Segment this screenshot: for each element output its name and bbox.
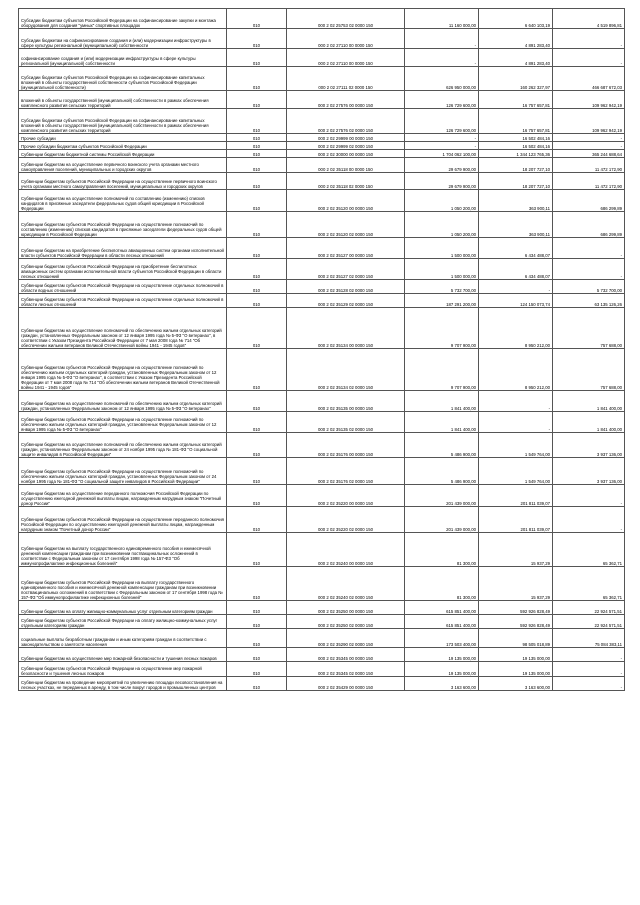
row-remaining-cell: - [553, 648, 625, 662]
row-code-cell: 010 [227, 280, 287, 294]
row-code-cell: 010 [227, 67, 287, 91]
table-row [19, 615, 625, 629]
row-kbk-cell: 000 2 02 35118 02 0000 150 [287, 173, 405, 190]
row-remaining-cell: - [553, 49, 625, 67]
row-kbk-cell: 000 2 02 35127 00 0000 150 [287, 238, 405, 259]
row-kbk-cell: 000 2 02 35176 00 0000 150 [287, 433, 405, 458]
table-row [19, 190, 625, 212]
row-code-cell: 010 [227, 391, 287, 412]
table-row [19, 567, 625, 601]
table-row [19, 109, 625, 134]
row-kbk-cell: 000 2 02 35127 02 0000 150 [287, 259, 405, 280]
row-code-cell: 010 [227, 238, 287, 259]
row-code-cell: 010 [227, 662, 287, 677]
row-code-cell: 010 [227, 433, 287, 458]
table-row [19, 280, 625, 294]
row-assigned-cell: 1 050 200,00 [405, 212, 479, 238]
row-remaining-cell: 65 362,71 [553, 567, 625, 601]
row-executed-cell: 363 900,11 [479, 212, 553, 238]
table-row [19, 142, 625, 150]
row-name-cell: Прочие субсидии [19, 134, 227, 142]
row-assigned-cell: 187 291 200,00 [405, 294, 479, 308]
row-executed-cell: 18 207 727,10 [479, 158, 553, 173]
row-executed-cell: 592 926 828,49 [479, 601, 553, 615]
row-assigned-cell: - [405, 142, 479, 150]
row-code-cell: 010 [227, 567, 287, 601]
row-code-cell: 010 [227, 485, 287, 507]
table-row [19, 49, 625, 67]
row-assigned-cell: 81 300,00 [405, 533, 479, 567]
row-executed-cell: 1 344 123 765,36 [479, 150, 553, 158]
row-name-cell: Субвенции бюджетам на приобретение беспилотных авиационных систем органами исполнительной власти субъектов Российской Федерации в области лесных отношений [19, 238, 227, 259]
table-row [19, 238, 625, 259]
row-kbk-cell: 000 2 02 35250 00 0000 150 [287, 601, 405, 615]
row-code-cell: 010 [227, 615, 287, 629]
row-kbk-cell: 000 2 02 35120 02 0000 150 [287, 212, 405, 238]
row-code-cell: 010 [227, 533, 287, 567]
row-kbk-cell: 000 2 02 35118 00 0000 150 [287, 158, 405, 173]
row-kbk-cell: 000 2 02 29999 02 0000 150 [287, 142, 405, 150]
row-kbk-cell: 000 2 02 35220 00 0000 150 [287, 485, 405, 507]
table-row [19, 433, 625, 458]
row-kbk-cell: 000 2 02 35290 02 0000 150 [287, 629, 405, 648]
budget-report-page [18, 8, 624, 691]
row-name-cell: Субвенции бюджетам на осуществление переданного полномочия Российской Федерации по осуществлению ежегодной денежной выплаты лицам, награжденным нагрудным знаком "Почетный донор России" [19, 485, 227, 507]
row-kbk-cell: 000 2 02 27576 02 0000 150 [287, 109, 405, 134]
table-row [19, 29, 625, 49]
row-kbk-cell: 000 2 02 27110 00 0000 150 [287, 49, 405, 67]
row-name-cell: Субсидии бюджетам субъектов Российской Федерации на софинансирование капитальных вложений в объекты государственной (муниципальной) собственности в рамках обеспечения комплексного развития сельских территорий [19, 109, 227, 134]
row-executed-cell: - [479, 412, 553, 433]
row-executed-cell: 1 549 764,00 [479, 458, 553, 485]
table-row [19, 259, 625, 280]
row-remaining-cell: - [553, 485, 625, 507]
row-name-cell: Субвенции бюджетам субъектов Российской Федерации на осуществление отдельных полномочий в области лесных отношений [19, 294, 227, 308]
row-assigned-cell: 81 300,00 [405, 567, 479, 601]
row-executed-cell: 19 135 000,00 [479, 662, 553, 677]
table-row [19, 212, 625, 238]
row-executed-cell: 160 262 327,97 [479, 67, 553, 91]
row-assigned-cell: 5 486 900,00 [405, 458, 479, 485]
row-name-cell: социальные выплаты безработным гражданам и иным категориям граждан в соответствии с законодательством о занятости населения [19, 629, 227, 648]
row-name-cell: Субвенции бюджетам субъектов Российской Федерации на осуществление переданного полномочия Российской Федерации по осуществлению ежегодной денежной выплаты лицам, награжденным нагрудным знаком "Почетный донор России" [19, 507, 227, 533]
row-assigned-cell: 173 503 400,00 [405, 629, 479, 648]
row-remaining-cell: - [553, 142, 625, 150]
row-remaining-cell: 11 472 172,90 [553, 158, 625, 173]
row-kbk-cell: 000 2 02 27111 02 0000 150 [287, 67, 405, 91]
row-name-cell: Субвенции бюджетам бюджетной системы Российской Федерации [19, 150, 227, 158]
row-name-cell: Субвенции бюджетам субъектов Российской Федерации на осуществление отдельных полномочий в области водных отношений [19, 280, 227, 294]
row-executed-cell: 592 926 828,49 [479, 615, 553, 629]
row-kbk-cell: 000 2 02 35176 02 0000 150 [287, 458, 405, 485]
row-code-cell: 010 [227, 9, 287, 29]
row-name-cell: Субвенции бюджетам на осуществление полномочий по обеспечению жильем отдельных категорий граждан, установленных Федеральным законом от 12 января 1995 года № 5-ФЗ "О ветеранах", в соответствии с Указом Президента Российской Федерации от 7 мая 2008 года № 714 "Об обеспечении жильем ветеранов Великой Отечественной войны 1941 - 1945 годов" [19, 308, 227, 349]
row-kbk-cell: 000 2 02 35250 02 0000 150 [287, 615, 405, 629]
row-assigned-cell: 9 707 900,00 [405, 349, 479, 391]
row-kbk-cell: 000 2 02 35240 02 0000 150 [287, 567, 405, 601]
row-executed-cell: 4 891 283,40 [479, 49, 553, 67]
row-assigned-cell: 615 851 400,00 [405, 601, 479, 615]
row-kbk-cell: 000 2 02 27110 00 0000 150 [287, 29, 405, 49]
row-executed-cell: 16 757 657,81 [479, 91, 553, 109]
row-remaining-cell: 466 687 672,03 [553, 67, 625, 91]
row-remaining-cell: 1 841 400,00 [553, 391, 625, 412]
row-kbk-cell: 000 2 02 35120 00 0000 150 [287, 190, 405, 212]
table-row [19, 294, 625, 308]
row-assigned-cell: 3 163 600,00 [405, 677, 479, 691]
row-kbk-cell: 000 2 02 30000 00 0000 150 [287, 150, 405, 158]
row-code-cell: 010 [227, 190, 287, 212]
row-name-cell: Субсидии бюджетам на софинансирование создания и (или) модернизации инфраструктуры в сфере культуры региональной (муниципальной) собственности [19, 29, 227, 49]
row-assigned-cell: 19 135 000,00 [405, 648, 479, 662]
row-executed-cell: 16 757 657,81 [479, 109, 553, 134]
row-executed-cell: 1 549 764,00 [479, 433, 553, 458]
row-code-cell: 010 [227, 150, 287, 158]
table-row [19, 150, 625, 158]
row-remaining-cell: 1 841 400,00 [553, 412, 625, 433]
row-executed-cell: 4 891 283,40 [479, 29, 553, 49]
row-name-cell: Субсидии бюджетам субъектов Российской Федерации на софинансирование закупки и монтажа оборудования для создания "умных" спортивных площадок [19, 9, 227, 29]
row-name-cell: Субвенции бюджетам субъектов Российской Федерации на осуществление полномочий по обеспечению жильем отдельных категорий граждан, установленных Федеральным законом от 12 января 1995 года № 5-ФЗ "О ветеранах" [19, 412, 227, 433]
row-assigned-cell: 1 841 400,00 [405, 412, 479, 433]
row-name-cell: Субвенции бюджетам на осуществление полномочий по обеспечению жильем отдельных категорий граждан, установленных Федеральным законом от 12 января 1995 года № 5-ФЗ "О ветеранах" [19, 391, 227, 412]
row-kbk-cell: 000 2 02 35128 02 0000 150 [287, 280, 405, 294]
row-remaining-cell: 365 244 688,64 [553, 150, 625, 158]
table-row [19, 458, 625, 485]
row-name-cell: Субвенции бюджетам на осуществление полномочий по обеспечению жильем отдельных категорий граждан, установленных Федеральным законом от 24 ноября 1995 года № 181-ФЗ "О социальной защите инвалидов в Российской Федерации" [19, 433, 227, 458]
table-row [19, 349, 625, 391]
row-executed-cell: 363 900,11 [479, 190, 553, 212]
row-kbk-cell: 000 2 02 29999 00 0000 150 [287, 134, 405, 142]
row-assigned-cell: 201 439 000,00 [405, 507, 479, 533]
row-name-cell: Субвенции бюджетам субъектов Российской Федерации на осуществление мер пожарной безопасности и тушения лесных пожаров [19, 662, 227, 677]
budget-execution-table [18, 8, 625, 691]
row-assigned-cell: 1 050 200,00 [405, 190, 479, 212]
row-kbk-cell: 000 2 02 35134 00 0000 150 [287, 308, 405, 349]
row-code-cell: 010 [227, 212, 287, 238]
row-assigned-cell: 615 851 400,00 [405, 615, 479, 629]
row-remaining-cell: - [553, 134, 625, 142]
row-remaining-cell: 63 135 126,26 [553, 294, 625, 308]
row-remaining-cell: 75 084 383,11 [553, 629, 625, 648]
row-remaining-cell: 3 937 136,00 [553, 433, 625, 458]
row-code-cell: 010 [227, 308, 287, 349]
row-executed-cell: 3 163 600,00 [479, 677, 553, 691]
row-assigned-cell: 5 486 900,00 [405, 433, 479, 458]
row-executed-cell: 6 640 103,19 [479, 9, 553, 29]
row-executed-cell: 8 950 212,00 [479, 308, 553, 349]
row-code-cell: 010 [227, 49, 287, 67]
row-executed-cell: 19 135 000,00 [479, 648, 553, 662]
row-executed-cell: 16 502 484,16 [479, 142, 553, 150]
row-executed-cell: 124 150 073,74 [479, 294, 553, 308]
row-executed-cell: 15 937,29 [479, 567, 553, 601]
row-code-cell: 010 [227, 412, 287, 433]
row-executed-cell: - [479, 391, 553, 412]
row-executed-cell: 6 434 488,07 [479, 238, 553, 259]
row-name-cell: Субвенции бюджетам субъектов Российской Федерации на приобретение беспилотных авиационных систем органами исполнительной власти субъектов Российской Федерации в области лесных отношений [19, 259, 227, 280]
row-code-cell: 010 [227, 158, 287, 173]
table-row [19, 507, 625, 533]
row-code-cell: 010 [227, 507, 287, 533]
row-assigned-cell: 1 500 000,00 [405, 238, 479, 259]
row-code-cell: 010 [227, 259, 287, 280]
row-kbk-cell: 000 2 02 35429 00 0000 150 [287, 677, 405, 691]
row-executed-cell: 6 434 488,07 [479, 259, 553, 280]
row-executed-cell: - [479, 280, 553, 294]
row-kbk-cell: 000 2 02 35135 02 0000 150 [287, 412, 405, 433]
row-executed-cell: 16 502 484,16 [479, 134, 553, 142]
row-code-cell: 010 [227, 601, 287, 615]
row-code-cell: 010 [227, 173, 287, 190]
row-name-cell: Субвенции бюджетам субъектов Российской Федерации на выплату государственного единовременного пособия и ежемесячной денежной компенсации гражданам при возникновении поствакцинальных осложнений в соответствии с Федеральным законом от 17 сентября 1998 года № 157-ФЗ "Об иммунопрофилактике инфекционных болезней" [19, 567, 227, 601]
row-kbk-cell: 000 2 02 35345 00 0000 150 [287, 648, 405, 662]
row-code-cell: 010 [227, 294, 287, 308]
row-name-cell: Субвенции бюджетам на осуществление полномочий по составлению (изменению) списков кандидатов в присяжные заседатели федеральных судов общей юрисдикции в Российской Федерации [19, 190, 227, 212]
table-row [19, 391, 625, 412]
row-name-cell: Субсидии бюджетам субъектов Российской Федерации на софинансирование капитальных вложений в объекты государственной собственности субъектов Российской Федерации (муниципальной собственности) [19, 67, 227, 91]
row-kbk-cell: 000 2 02 35220 02 0000 150 [287, 507, 405, 533]
row-kbk-cell: 000 2 02 35240 00 0000 150 [287, 533, 405, 567]
row-executed-cell: 15 937,29 [479, 533, 553, 567]
row-assigned-cell: 1 841 400,00 [405, 391, 479, 412]
row-assigned-cell: 1 500 000,00 [405, 259, 479, 280]
table-row [19, 91, 625, 109]
row-assigned-cell: 9 707 900,00 [405, 308, 479, 349]
row-remaining-cell: 3 937 136,00 [553, 458, 625, 485]
row-assigned-cell: 201 439 000,00 [405, 485, 479, 507]
row-code-cell: 010 [227, 29, 287, 49]
row-executed-cell: 201 811 039,07 [479, 485, 553, 507]
row-assigned-cell: 126 729 600,00 [405, 109, 479, 134]
row-remaining-cell: 4 519 896,81 [553, 9, 625, 29]
table-row [19, 134, 625, 142]
row-remaining-cell: 757 688,00 [553, 308, 625, 349]
row-name-cell: Прочие субсидии бюджетам субъектов Российской Федерации [19, 142, 227, 150]
row-executed-cell: 18 207 727,10 [479, 173, 553, 190]
row-executed-cell: 98 505 018,89 [479, 629, 553, 648]
table-row [19, 412, 625, 433]
row-kbk-cell: 000 2 02 35345 02 0000 150 [287, 662, 405, 677]
row-assigned-cell: 1 704 062 100,00 [405, 150, 479, 158]
table-row [19, 648, 625, 662]
row-remaining-cell: 109 962 942,19 [553, 109, 625, 134]
row-remaining-cell: 686 299,89 [553, 190, 625, 212]
row-kbk-cell: 000 2 02 25753 02 0000 150 [287, 9, 405, 29]
row-kbk-cell: 000 2 02 27576 00 0000 150 [287, 91, 405, 109]
row-name-cell: Субвенции бюджетам субъектов Российской Федерации на осуществление полномочий по обеспечению жильем отдельных категорий граждан, установленных Федеральным законом от 24 ноября 1995 года № 181-ФЗ "О социальной защите инвалидов в Российской Федерации" [19, 458, 227, 485]
row-executed-cell: 8 950 212,00 [479, 349, 553, 391]
row-assigned-cell: 29 679 900,00 [405, 158, 479, 173]
row-remaining-cell: - [553, 662, 625, 677]
row-name-cell: Субвенции бюджетам на оплату жилищно-коммунальных услуг отдельным категориям граждан [19, 601, 227, 615]
row-code-cell: 010 [227, 629, 287, 648]
row-code-cell: 010 [227, 142, 287, 150]
row-name-cell: вложений в объекты государственной (муниципальной) собственности в рамках обеспечения комплексного развития сельских территорий [19, 91, 227, 109]
row-remaining-cell: 5 732 700,00 [553, 280, 625, 294]
row-name-cell: Субвенции бюджетам субъектов Российской Федерации на осуществление первичного воинского учета органами местного самоуправления поселений, муниципальных и городских округов [19, 173, 227, 190]
row-assigned-cell: - [405, 29, 479, 49]
table-row [19, 629, 625, 648]
row-code-cell: 010 [227, 91, 287, 109]
row-name-cell: Субвенции бюджетам на осуществление первичного воинского учета органами местного самоуправления поселений, муниципальных и городских округов [19, 158, 227, 173]
table-row [19, 662, 625, 677]
row-remaining-cell: 109 962 942,19 [553, 91, 625, 109]
row-code-cell: 010 [227, 134, 287, 142]
row-code-cell: 010 [227, 458, 287, 485]
row-assigned-cell: 19 135 000,00 [405, 662, 479, 677]
row-name-cell: Субвенции бюджетам на проведение мероприятий по увеличению площади лесовосстановления на лесных участках, не переданных в аренду, в том числе вокруг городов и промышленных центров [19, 677, 227, 691]
row-code-cell: 010 [227, 349, 287, 391]
table-body [19, 9, 625, 691]
row-code-cell: 010 [227, 648, 287, 662]
row-assigned-cell: 11 160 000,00 [405, 9, 479, 29]
row-code-cell: 010 [227, 109, 287, 134]
row-kbk-cell: 000 2 02 35129 02 0000 150 [287, 294, 405, 308]
table-row [19, 308, 625, 349]
row-kbk-cell: 000 2 02 35134 02 0000 150 [287, 349, 405, 391]
table-row [19, 158, 625, 173]
row-assigned-cell: 626 950 000,00 [405, 67, 479, 91]
row-remaining-cell: - [553, 677, 625, 691]
row-assigned-cell: - [405, 49, 479, 67]
row-remaining-cell: - [553, 29, 625, 49]
table-row [19, 533, 625, 567]
table-row [19, 677, 625, 691]
row-remaining-cell: - [553, 238, 625, 259]
row-assigned-cell: 126 729 600,00 [405, 91, 479, 109]
table-row [19, 601, 625, 615]
row-assigned-cell: - [405, 134, 479, 142]
row-remaining-cell: - [553, 259, 625, 280]
row-name-cell: софинансирование создания и (или) модернизации инфраструктуры в сфере культуры региональной (муниципальной) собственности [19, 49, 227, 67]
row-assigned-cell: 29 679 900,00 [405, 173, 479, 190]
row-executed-cell: 201 811 039,07 [479, 507, 553, 533]
table-row [19, 173, 625, 190]
row-remaining-cell: 686 299,89 [553, 212, 625, 238]
table-row [19, 67, 625, 91]
row-remaining-cell: 22 924 571,51 [553, 601, 625, 615]
row-remaining-cell: 22 924 571,51 [553, 615, 625, 629]
row-name-cell: Субвенции бюджетам на выплату государственного единовременного пособия и ежемесячной денежной компенсации гражданам при возникновении поствакцинальных осложнений в соответствии с Федеральным законом от 17 сентября 1998 года № 157-ФЗ "Об иммунопрофилактике инфекционных болезней" [19, 533, 227, 567]
row-remaining-cell: 65 362,71 [553, 533, 625, 567]
table-row [19, 485, 625, 507]
row-remaining-cell: 757 688,00 [553, 349, 625, 391]
row-name-cell: Субвенции бюджетам субъектов Российской Федерации на осуществление полномочий по составлению (изменению) списков кандидатов в присяжные заседатели федеральных судов общей юрисдикции в Российской Федерации [19, 212, 227, 238]
row-name-cell: Субвенции бюджетам на осуществление мер пожарной безопасности и тушения лесных пожаров [19, 648, 227, 662]
table-row [19, 9, 625, 29]
row-name-cell: Субвенции бюджетам субъектов Российской Федерации на осуществление полномочий по обеспечению жильем отдельных категорий граждан, установленных Федеральным законом от 12 января 1995 года № 5-ФЗ "О ветеранах", в соответствии с Указом Президента Российской Федерации от 7 мая 2008 года № 714 "Об обеспечении жильем ветеранов Великой Отечественной войны 1941 - 1945 годов" [19, 349, 227, 391]
row-remaining-cell: - [553, 507, 625, 533]
row-code-cell: 010 [227, 677, 287, 691]
row-kbk-cell: 000 2 02 35135 00 0000 150 [287, 391, 405, 412]
row-name-cell: Субвенции бюджетам субъектов Российской Федерации на оплату жилищно-коммунальных услуг отдельным категориям граждан [19, 615, 227, 629]
row-assigned-cell: 5 732 700,00 [405, 280, 479, 294]
row-remaining-cell: 11 472 172,90 [553, 173, 625, 190]
